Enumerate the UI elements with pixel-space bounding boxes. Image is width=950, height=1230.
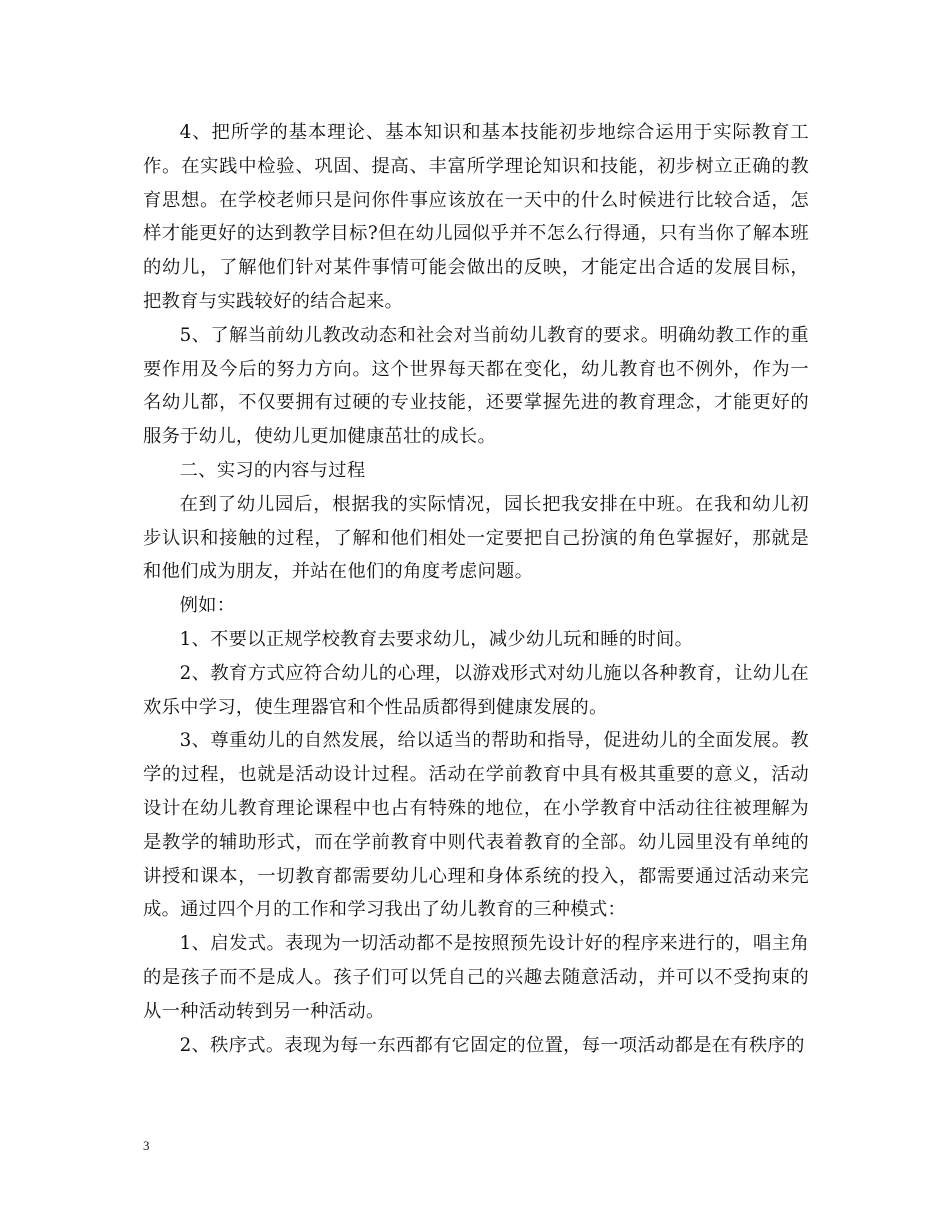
list-item-1: 1、不要以正规学校教育去要求幼儿，减少幼儿玩和睡的时间。 <box>179 628 694 650</box>
document-body <box>143 116 809 1062</box>
page-number: 3 <box>143 1138 150 1153</box>
paragraph-example-intro: 例如： <box>179 595 236 617</box>
paragraph-arrival: 在到了幼儿园后，根据我的实际情况，园长把我安排在中班。在我和幼儿初步认识和接触的过程，了解和他们相处一定要把自己扮演的角色掌握好，那就是和他们成为朋友，并站在他们的角度考虑问题。 <box>143 493 809 583</box>
section-heading: 二、实习的内容与过程 <box>179 459 366 481</box>
list-item-3: 3、尊重幼儿的自然发展，给以适当的帮助和指导，促进幼儿的全面发展。教学的过程，也就是活动设计过程。活动在学前教育中具有极其重要的意义，活动设计在幼儿教育理论课程中也占有特殊的地位，在小学教育中活动往往被理解为是教学的辅助形式，而在学前教育中则代表着教育的全部。幼儿园里没有单纯的讲授和课本，一切教育都需要幼儿心理和身体系统的投入，都需要通过活动来完成。通过四个月的工作和学习我出了幼儿教育的三种模式： <box>143 730 809 921</box>
list-item-2: 2、教育方式应符合幼儿的心理，以游戏形式对幼儿施以各种教育，让幼儿在欢乐中学习，使生理器官和个性品质都得到健康发展的。 <box>143 662 809 718</box>
paragraph-goal-4: 4、把所学的基本理论、基本知识和基本技能初步地综合运用于实际教育工作。在实践中检验、巩固、提高、丰富所学理论知识和技能，初步树立正确的教育思想。在学校老师只是问你件事应该放在一天中的什么时候进行比较合适，怎样才能更好的达到教学目标?但在幼儿园似乎并不怎么行得通，只有当你了解本班的幼儿，了解他们针对某件事情可能会做出的反映，才能定出合适的发展目标，把教育与实践较好的结合起来。 <box>143 122 809 312</box>
paragraph-goal-5: 5、了解当前幼儿教改动态和社会对当前幼儿教育的要求。明确幼教工作的重要作用及今后的努力方向。这个世界每天都在变化，幼儿教育也不例外，作为一名幼儿都，不仅要拥有过硬的专业技能，还要掌握先进的教育理念，才能更好的服务于幼儿，使幼儿更加健康茁壮的成长。 <box>143 324 809 448</box>
mode-item-2: 2、秩序式。表现为每一东西都有它固定的位置，每一项活动都是在有秩序的 <box>179 1034 805 1056</box>
mode-item-1: 1、启发式。表现为一切活动都不是按照预先设计好的程序来进行的，唱主角的是孩子而不是成人。孩子们可以凭自己的兴趣去随意活动，并可以不受拘束的从一种活动转到另一种活动。 <box>143 933 809 1022</box>
